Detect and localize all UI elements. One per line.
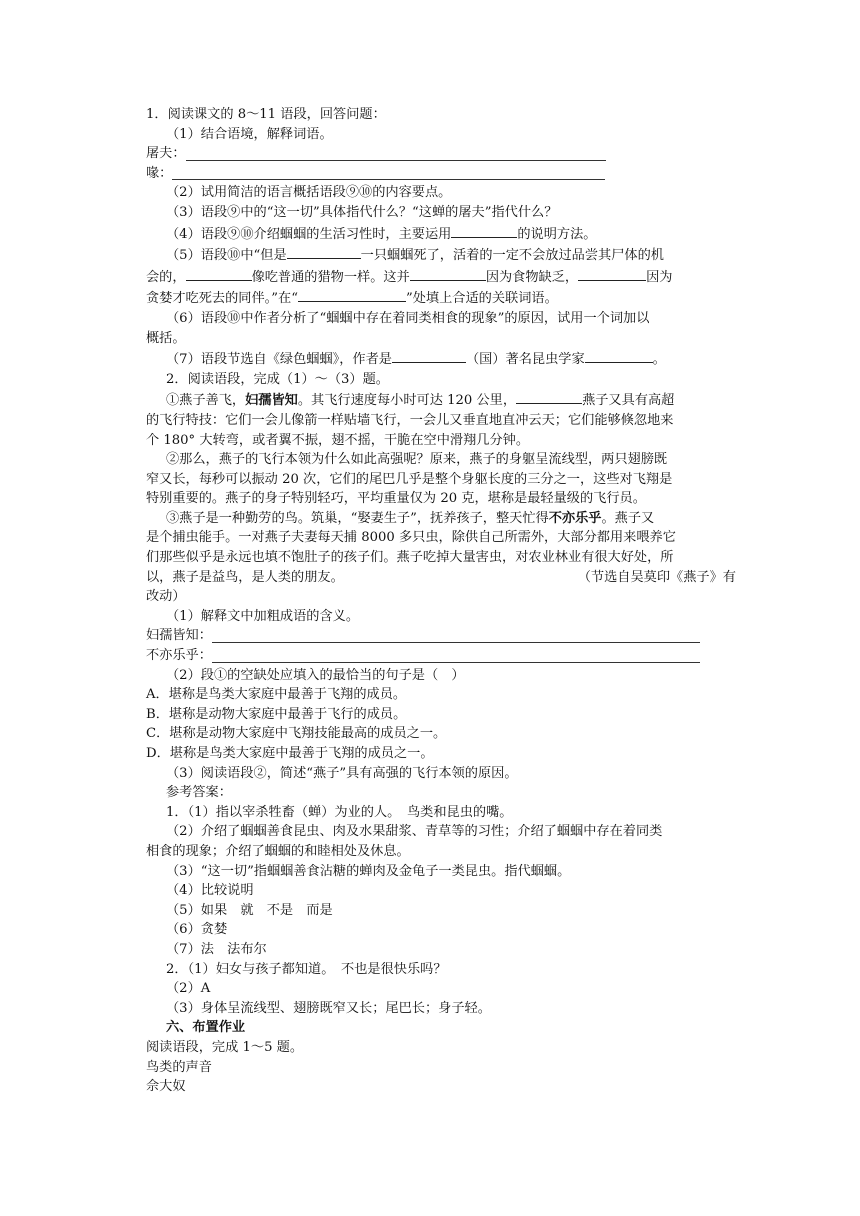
- q1-word1-label: 屠夫：: [146, 146, 186, 162]
- q2-para1-blank[interactable]: [516, 389, 582, 404]
- q1-sub5-blank1[interactable]: [287, 244, 361, 259]
- q1-sub4: [146, 223, 736, 245]
- homework-passage-author: 佘大奴: [146, 1079, 186, 1095]
- q1-title: 1．阅读课文的 8～11 语段，回答问题：: [146, 107, 386, 122]
- q2-source-note-cont: 改动）: [146, 589, 186, 605]
- q1-sub7-text-b: （国）著名昆虫学家: [465, 352, 585, 368]
- q2-word2-row: [146, 646, 736, 666]
- q2-source-note: （节选自吴莫印《燕子》有: [577, 569, 736, 585]
- answer-2-1: 2．（1）妇女与孩子都知道。 不也是很快乐吗？: [166, 961, 447, 977]
- q2-word1-label: 妇孺皆知：: [146, 628, 212, 644]
- q1-sub5-line2: [146, 266, 736, 288]
- answer-1-4: （4）比较说明: [166, 883, 254, 899]
- homework-instruction: 阅读语段，完成 1～5 题。: [146, 1039, 304, 1055]
- q2-option-a[interactable]: A．堪称是鸟类大家庭中最善于飞翔的成员。: [146, 687, 407, 703]
- q2-word2-label: 不亦乐乎：: [146, 648, 212, 664]
- q1-sub7-text-a: （7）语段节选自《绿色蝈蝈》，作者是: [166, 352, 392, 368]
- q1-sub6-line1: （6）语段⑩中作者分析了“蝈蝈中存在着同类相食的现象”的原因，试用一个词加以: [166, 310, 650, 326]
- q2-para1-bold-idiom: 妇孺皆知: [245, 393, 298, 409]
- document-page: [146, 105, 736, 1097]
- q1-sub6-line2: 概括。: [146, 330, 186, 346]
- q1-sub5-line3: [146, 287, 736, 309]
- q1-word1-row: [146, 144, 736, 164]
- q1-sub7: [146, 348, 736, 370]
- q1-sub5-text-e: 因为食物缺乏，: [485, 269, 579, 285]
- q2-para1-line3: 个 180° 大转弯，或者翼不振，翅不摇，干脆在空中滑翔几分钟。: [146, 432, 530, 448]
- answer-1-3: （3）“这一切”指蝈蝈善食沾糖的蝉肉及金龟子一类昆虫。指代蝈蝈。: [166, 863, 571, 879]
- q1-sub1: （1）结合语境，解释词语。: [166, 126, 333, 142]
- q2-word1-row: [146, 626, 736, 646]
- q2-para3-text-e: 以，燕子是益鸟，是人类的朋友。: [146, 569, 344, 585]
- q2-option-d[interactable]: D．堪称是鸟类大家庭中最善于飞翔的成员之一。: [146, 746, 434, 761]
- q2-para1-text-b: 。其飞行速度每小时可达 120 公里，: [297, 393, 517, 409]
- q1-word1-answer-line[interactable]: [186, 146, 606, 161]
- q2-para2-line2: 窄又长，每秒可以振动 20 次，它们的尾巴几乎是整个身躯长度的三分之一，这些对飞翔是: [146, 471, 673, 487]
- q1-sub5-text-a: （5）语段⑩中“但是: [166, 248, 287, 264]
- q1-sub4-text-b: 的说明方法。: [517, 226, 597, 242]
- q2-para3-text-b: 。燕子又: [601, 510, 655, 526]
- answer-1-6: （6）贪婪: [166, 922, 228, 938]
- q1-word2-label: 喙：: [146, 165, 173, 181]
- q2-para3-line1: [146, 509, 736, 529]
- q2-word1-answer-line[interactable]: [212, 628, 700, 643]
- q1-sub5-line1: [146, 244, 736, 266]
- q2-title: 2．阅读语段，完成（1）～（3）题。: [166, 371, 389, 387]
- q1-sub5-text-f: 因为: [646, 269, 673, 285]
- q1-sub4-blank[interactable]: [451, 223, 517, 238]
- answer-2-3: （3）身体呈流线型、翅膀既窄又长；尾巴长；身子轻。: [166, 1000, 491, 1016]
- q1-sub5-text-g: 贪婪才吃死去的同伴。”在“: [146, 291, 298, 307]
- q1-sub7-blank2[interactable]: [585, 348, 653, 363]
- answers-heading: 参考答案：: [166, 785, 232, 801]
- q1-sub5-text-h: ”处填上合适的关联词语。: [405, 291, 558, 307]
- q2-para1-line2: 的飞行特技：它们一会儿像箭一样贴墙飞行，一会儿又垂直地直冲云天；它们能够倏忽地来: [146, 412, 674, 428]
- q2-para3-line3: 们那些似乎是永远也填不饱肚子的孩子们。燕子吃掉大量害虫，对农业林业有很大好处，所: [146, 550, 674, 566]
- q1-word2-row: [146, 164, 736, 184]
- q2-sub1: （1）解释文中加粗成语的含义。: [166, 608, 360, 624]
- q1-sub7-text-c: 。: [652, 352, 666, 368]
- q1-sub5-blank5[interactable]: [298, 287, 406, 302]
- q1-sub5-text-d: 像吃普通的猎物一样。这并: [251, 269, 410, 285]
- q2-para3-text-a: ③燕子是一种勤劳的鸟。筑巢，“娶妻生子”，抚养孩子，整天忙得: [166, 510, 549, 526]
- q2-word2-answer-line[interactable]: [212, 648, 700, 663]
- q1-sub3: （3）语段⑨中的“这一切”具体指代什么？“这蝉的屠夫”指代什么？: [166, 204, 558, 220]
- q2-sub2: （2）段①的空缺处应填入的最恰当的句子是（ ）: [166, 667, 465, 683]
- q1-sub5-text-c: 会的，: [146, 269, 186, 285]
- q1-sub5-blank3[interactable]: [410, 266, 486, 281]
- q1-sub7-blank1[interactable]: [392, 348, 466, 363]
- q2-option-c[interactable]: C．堪称是动物大家庭中飞翔技能最高的成员之一。: [146, 726, 447, 742]
- answer-1-7: （7）法 法布尔: [166, 941, 267, 957]
- q2-sub3: （3）阅读语段②，简述“燕子”具有高强的飞行本领的原因。: [166, 765, 518, 781]
- q2-para1-line1: [146, 389, 736, 411]
- q2-para2-line1: ②那么，燕子的飞行本领为什么如此高强呢？原来，燕子的身躯呈流线型，两只翅膀既: [166, 452, 668, 468]
- q1-sub5-blank4[interactable]: [578, 266, 646, 281]
- q1-sub5-blank2[interactable]: [186, 266, 252, 281]
- homework-heading: 六、布置作业: [166, 1020, 246, 1036]
- q2-para3-line2: 是个捕虫能手。一对燕子夫妻每天捕 8000 多只虫，除供自己所需外，大部分都用来喂养它: [146, 530, 676, 546]
- q1-word2-answer-line[interactable]: [172, 165, 605, 180]
- q2-para1-text-c: 燕子又具有高超: [582, 393, 675, 409]
- answer-1-2-line1: （2）介绍了蝈蝈善食昆虫、肉及水果甜浆、青草等的习性；介绍了蝈蝈中存在着同类: [166, 824, 663, 840]
- q2-para3-bold-idiom: 不亦乐乎: [548, 510, 602, 526]
- q2-para3-line4: [146, 568, 736, 588]
- answer-1-1: 1．（1）指以宰杀牲畜（蝉）为业的人。 鸟类和昆虫的嘴。: [166, 804, 513, 820]
- q2-para2-line3: 特别重要的。燕子的身子特别轻巧，平均重量仅为 20 克，堪称是最轻量级的飞行员。: [146, 491, 646, 507]
- answer-1-5: （5）如果 就 不是 而是: [166, 902, 333, 918]
- q2-option-b[interactable]: B．堪称是动物大家庭中最善于飞行的成员。: [146, 706, 407, 722]
- q1-sub2: （2）试用简洁的语言概括语段⑨⑩的内容要点。: [166, 185, 452, 201]
- q1-sub5-text-b: 一只蝈蝈死了，活着的一定不会放过品尝其尸体的机: [360, 248, 664, 264]
- answer-1-2-line2: 相食的现象；介绍了蝈蝈的和睦相处及休息。: [146, 843, 410, 859]
- q1-sub4-text-a: （4）语段⑨⑩介绍蝈蝈的生活习性时，主要运用: [166, 226, 452, 242]
- q2-para1-text-a: ①燕子善飞，: [166, 393, 246, 409]
- answer-2-2: （2）A: [166, 981, 211, 997]
- homework-passage-title: 鸟类的声音: [146, 1059, 212, 1075]
